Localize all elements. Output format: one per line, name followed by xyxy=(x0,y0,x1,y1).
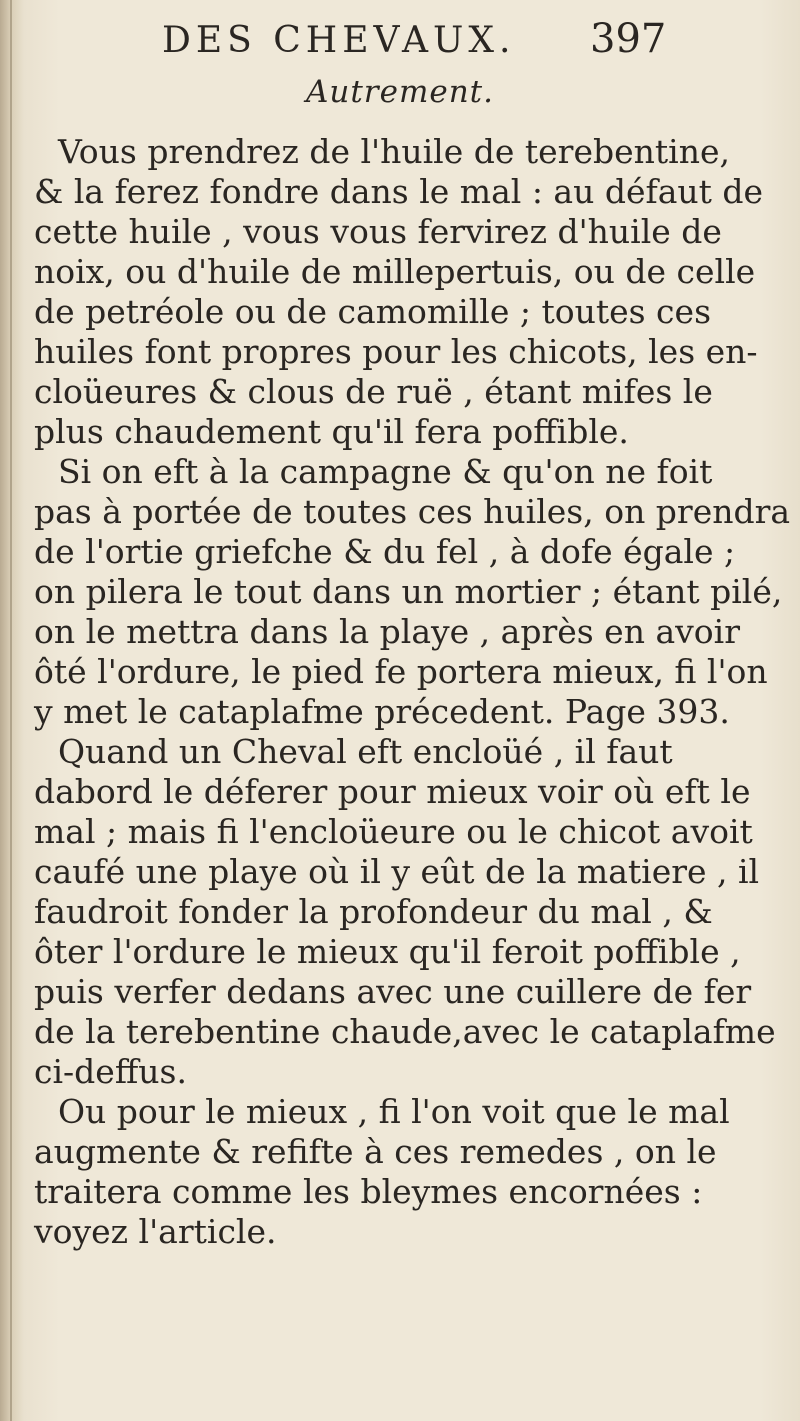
page-gutter xyxy=(10,0,12,1421)
text-line: voyez l'article. xyxy=(34,1212,277,1251)
page-number: 397 xyxy=(590,16,667,62)
text-line: huiles font propres pour les chicots, les en- xyxy=(34,332,758,371)
text-line: Ou pour le mieux , fi l'on voit que le mal xyxy=(58,1092,730,1131)
text-line: augmente & refifte à ces remedes , on le xyxy=(34,1132,717,1171)
text-line: caufé une playe où il y eût de la matiere , il xyxy=(34,852,760,891)
text-line: traitera comme les bleymes encornées : xyxy=(34,1172,703,1211)
running-title: DES CHEVAUX. xyxy=(162,20,516,61)
text-line: de la terebentine chaude,avec le cataplafme xyxy=(34,1012,776,1051)
text-line: Quand un Cheval eft encloüé , il faut xyxy=(58,732,673,771)
text-line: pas à portée de toutes ces huiles, on prendra xyxy=(34,492,791,531)
text-line: dabord le déferer pour mieux voir où eft le xyxy=(34,772,751,811)
text-line: puis verfer dedans avec une cuillere de fer xyxy=(34,972,752,1011)
text-line: ci-deffus. xyxy=(34,1052,187,1091)
text-line: ôter l'ordure le mieux qu'il feroit poffible , xyxy=(34,932,741,971)
text-line: cloüeures & clous de ruë , étant mifes le xyxy=(34,372,713,411)
text-line: de l'ortie griefche & du fel , à dofe égale ; xyxy=(34,532,736,571)
text-line: noix, ou d'huile de millepertuis, ou de celle xyxy=(34,252,756,291)
text-line: mal ; mais fi l'encloüeure ou le chicot avoit xyxy=(34,812,753,851)
text-line: Si on eft à la campagne & qu'on ne foit xyxy=(58,452,713,491)
text-line: Vous prendrez de l'huile de terebentine, xyxy=(58,132,730,171)
body-text xyxy=(34,132,791,1252)
text-line: de petréole ou de camomille ; toutes ces xyxy=(34,292,711,331)
text-line: ôté l'ordure, le pied fe portera mieux, fi l'on xyxy=(34,652,768,691)
text-line: cette huile , vous vous fervirez d'huile de xyxy=(34,212,722,251)
page-header xyxy=(0,14,800,74)
text-line: on le mettra dans la playe , après en avoir xyxy=(34,612,740,651)
text-line: faudroit fonder la profondeur du mal , & xyxy=(34,892,713,931)
text-line: & la ferez fondre dans le mal : au défaut de xyxy=(34,172,764,211)
section-title: Autrement. xyxy=(306,74,494,110)
text-line: plus chaudement qu'il fera poffible. xyxy=(34,412,629,451)
text-line: on pilera le tout dans un mortier ; étant pilé, xyxy=(34,572,783,611)
text-line: y met le cataplafme précedent. Page 393. xyxy=(34,692,730,731)
